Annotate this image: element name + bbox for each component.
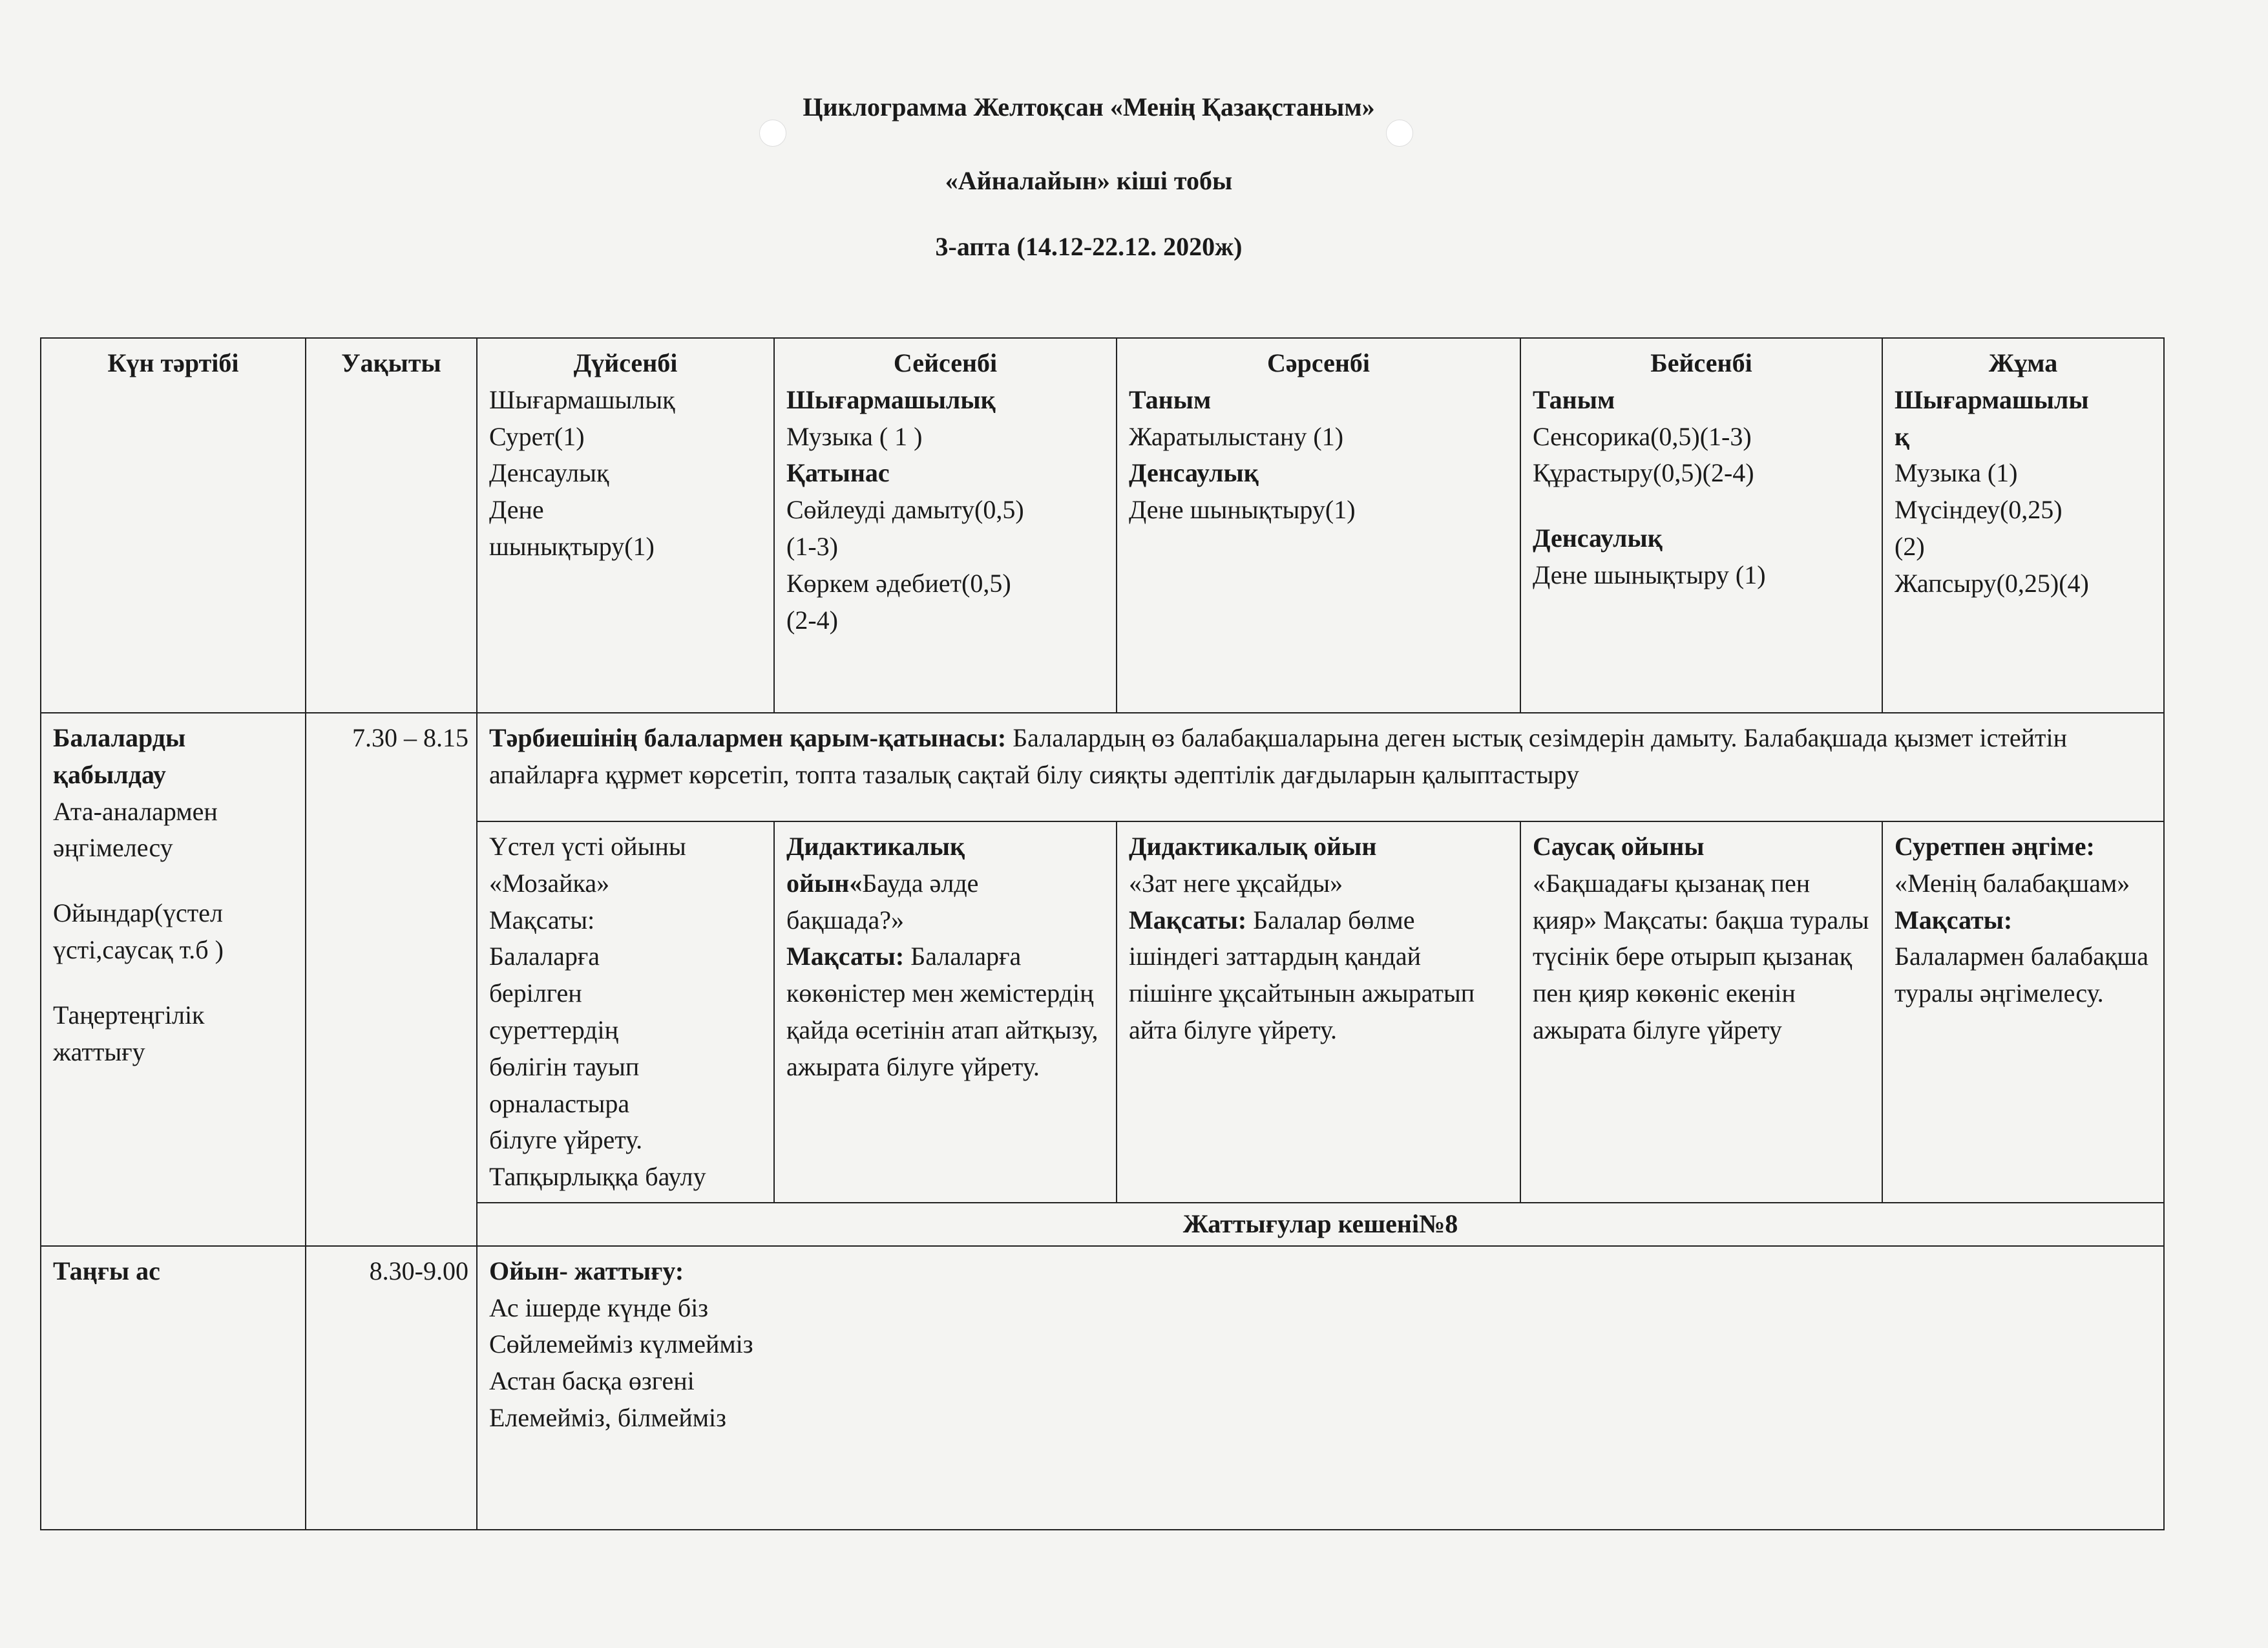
header-regime: Күн тәртібі — [41, 338, 306, 713]
goal-text: Балаларға көкөністер мен жемістердің қайда өсетінін атап айтқызу, ажырата білуге үйрету. — [786, 942, 1098, 1081]
subject-line: Жапсыру(0,25)(4) — [1895, 568, 2089, 598]
communication-text: Балалардың өз балабақшаларына деген ыстық сезімдерін дамыту. Балабақшада қызмет істейтін апайларға құрмет көрсетіп, топта тазалық сақтай білу сияқты әдептілік дағдыларын қалыптастыру — [489, 723, 2068, 789]
poem-line: Астан басқа өзгені — [489, 1366, 695, 1396]
breakfast-label: Таңғы ас — [41, 1246, 306, 1530]
game-tuesday — [774, 821, 1117, 1203]
subject-line: Шығармашылық — [786, 385, 996, 414]
game-line: Мақсаты: — [489, 905, 595, 935]
header-friday — [1882, 338, 2164, 713]
hole-punch-mark — [1386, 120, 1413, 147]
game-text: бақшада?» — [786, 905, 904, 935]
game-friday — [1882, 821, 2164, 1203]
header-thursday — [1520, 338, 1882, 713]
game-title: ойын« — [786, 868, 863, 898]
title-line-3: 3-апта (14.12-22.12. 2020ж) — [935, 232, 1243, 261]
reception-label-line: жаттығу — [53, 1037, 145, 1066]
subject-line: Қатынас — [786, 458, 890, 488]
subject-line: Көркем әдебиет(0,5) — [786, 568, 1011, 598]
header-wednesday — [1117, 338, 1520, 713]
game-line: суреттердің — [489, 1015, 619, 1044]
goal-text: Балалармен балабақша туралы әңгімелесу. — [1895, 942, 2148, 1008]
game-title: Дидактикалық — [786, 832, 965, 861]
game-line: білуге үйрету. — [489, 1125, 643, 1155]
reception-title: Балаларды — [53, 723, 186, 752]
subject-line: Денсаулық — [1533, 523, 1663, 553]
game-line: берілген — [489, 978, 582, 1008]
subject-line: Жаратылыстану (1) — [1129, 421, 1344, 451]
breakfast-game-label: Ойын- жаттығу: — [489, 1256, 684, 1285]
reception-comm-row — [41, 713, 2164, 821]
breakfast-time: 8.30-9.00 — [306, 1246, 477, 1530]
subject-line: Музыка ( 1 ) — [786, 421, 923, 451]
game-line: орналастыра — [489, 1088, 630, 1118]
subject-line: Сөйлеуді дамыту(0,5) — [786, 495, 1024, 525]
reception-communication — [477, 713, 2164, 821]
subject-line: Денсаулық — [489, 458, 609, 488]
game-text: «Менің балабақшам» — [1895, 868, 2130, 898]
subject-line: Мүсіндеу(0,25) — [1895, 495, 2063, 525]
header-tuesday — [774, 338, 1117, 713]
subject-line: Денсаулық — [1129, 458, 1259, 488]
breakfast-content — [477, 1246, 2164, 1530]
goal-text: Балалар бөлме ішіндегі заттардың қандай пішінге ұқсайтынын ажыратып айта білуге үйрету. — [1129, 905, 1475, 1044]
subject-line: Дене шынықтыру (1) — [1533, 560, 1766, 589]
reception-label-line: әңгімелесу — [53, 833, 173, 863]
reception-label-line: Таңертеңгілік — [53, 1000, 205, 1030]
subject-line: Дене — [489, 495, 544, 525]
subject-line: Музыка (1) — [1895, 458, 2018, 488]
reception-label-line: Ойындар(үстел — [53, 898, 223, 928]
day-name: Сәрсенбі — [1266, 348, 1370, 377]
subject-line: Шығармашылы — [1895, 385, 2089, 414]
game-line: «Мозайка» — [489, 868, 610, 898]
game-text: Бауда әлде — [862, 868, 979, 898]
subject-line: Құрастыру(0,5)(2-4) — [1533, 458, 1754, 488]
reception-label-line: Ата-аналармен — [53, 796, 218, 826]
breakfast-row — [41, 1246, 2164, 1530]
subject-line: Сенсорика(0,5)(1-3) — [1533, 421, 1752, 451]
communication-label: Тәрбиешінің балалармен қарым-қатынасы: — [489, 723, 1007, 752]
subject-line: қ — [1895, 421, 1910, 451]
hole-punch-mark — [759, 120, 786, 147]
game-line: бөлігін тауып — [489, 1051, 640, 1081]
goal-label: Мақсаты: — [1129, 905, 1247, 935]
subject-line: Сурет(1) — [489, 421, 585, 451]
subject-line: Дене шынықтыру(1) — [1129, 495, 1356, 525]
game-text: «Бақшадағы қызанақ пен қияр» Мақсаты: бақша туралы түсінік бере отырып қызанақ пен қияр көкөніс екенін ажырата білуге үйрету — [1533, 868, 1869, 1044]
day-name: Бейсенбі — [1650, 348, 1752, 377]
subject-line: Таным — [1129, 385, 1212, 414]
goal-label: Мақсаты: — [786, 942, 905, 971]
subject-line: (2-4) — [786, 605, 838, 635]
title-line-1: Циклограмма Желтоқсан «Менің Қазақстаным» — [803, 92, 1375, 121]
subject-line: (1-3) — [786, 531, 838, 561]
header-time: Уақыты — [306, 338, 477, 713]
subject-line: Шығармашылық — [489, 385, 675, 414]
reception-label-cell — [41, 713, 306, 1246]
poem-line: Сөйлемейміз күлмейміз — [489, 1329, 753, 1359]
reception-label-line: үсті,саусақ т.б ) — [53, 935, 224, 964]
day-name: Сейсенбі — [893, 348, 998, 377]
exercise-complex: Жаттығулар кешені№8 — [477, 1203, 2164, 1246]
game-thursday — [1520, 821, 1882, 1203]
poem-line: Елемейміз, білмейміз — [489, 1402, 726, 1432]
game-monday — [477, 821, 774, 1203]
header-monday — [477, 338, 774, 713]
game-wednesday — [1117, 821, 1520, 1203]
reception-time: 7.30 – 8.15 — [306, 713, 477, 1246]
game-line: Балаларға — [489, 942, 600, 971]
subject-line: шынықтыру(1) — [489, 531, 655, 561]
header-row — [41, 338, 2164, 713]
subject-line: Таным — [1533, 385, 1615, 414]
day-name: Жұма — [1988, 348, 2058, 377]
title-line-2: «Айналайын» кіші тобы — [945, 166, 1233, 195]
day-name: Дүйсенбі — [573, 348, 678, 377]
reception-title: қабылдау — [53, 759, 166, 789]
poem-line: Ас ішерде күнде біз — [489, 1293, 709, 1322]
game-title: Суретпен әңгіме: — [1895, 832, 2095, 861]
game-title: Саусақ ойыны — [1533, 832, 1705, 861]
game-line: Үстел үсті ойыны — [489, 832, 686, 861]
goal-label: Мақсаты: — [1895, 905, 2013, 935]
game-line: Тапқырлыққа баулу — [489, 1162, 706, 1192]
subject-line: (2) — [1895, 531, 1925, 561]
game-title: Дидактикалық ойын — [1129, 832, 1377, 861]
schedule-table — [40, 337, 2165, 1530]
game-text: «Зат неге ұқсайды» — [1129, 868, 1343, 898]
